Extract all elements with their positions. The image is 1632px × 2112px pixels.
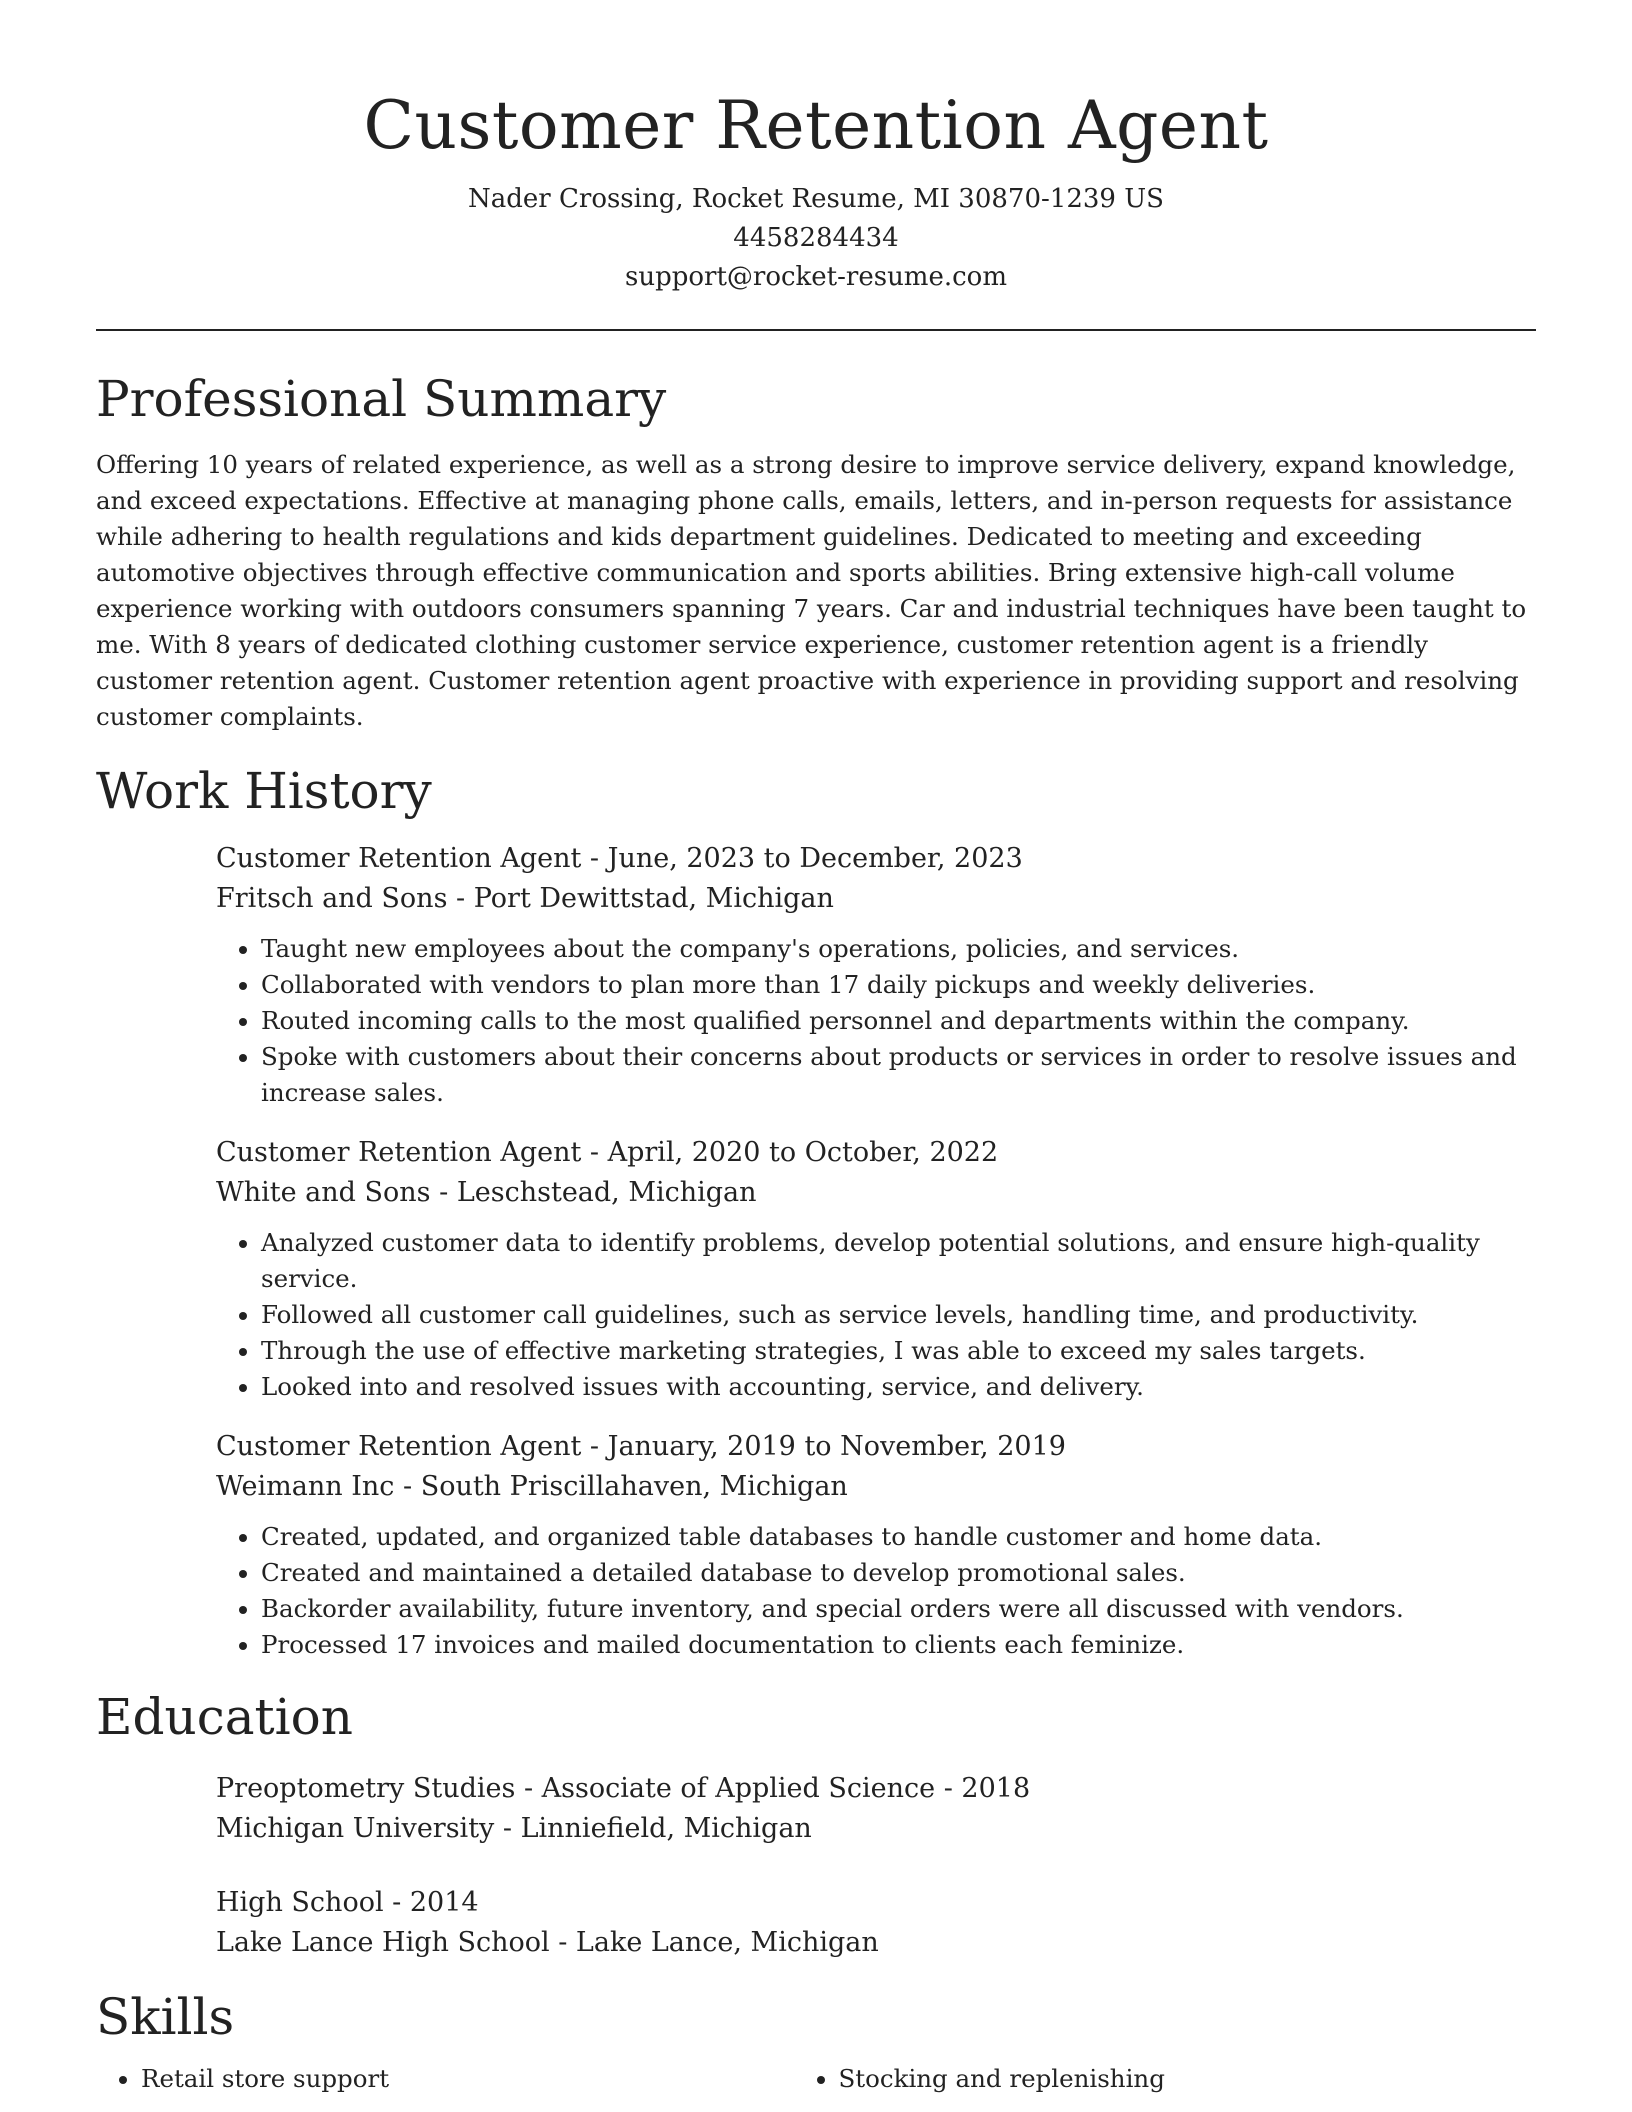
job-location: - Leschstead, Michigan [430,1177,757,1208]
contact-phone: 4458284434 [733,223,899,253]
job-role: Customer Retention Agent [216,1431,582,1462]
job-dates: - June, 2023 to December, 2023 [581,843,1023,874]
job-entry [216,1427,1536,1663]
job-company-line [216,1173,1536,1213]
contact-block [96,180,1536,297]
list-item: • Collaborated with vendors to plan more than 17 daily pickups and weekly deliveries. [261,967,1536,1003]
education-school-line [216,1809,1536,1849]
education-program: High School [216,1887,384,1918]
job-company-line [216,1467,1536,1507]
work-history-section [96,761,1536,1663]
job-company: Weimann Inc [216,1471,395,1502]
education-entry [216,1769,1536,1849]
education-program-line [216,1883,1536,1923]
list-item: • Created and maintained a detailed database to develop promotional sales. [261,1555,1536,1591]
list-item: • Taught new employees about the company's operations, policies, and services. [261,931,1536,967]
education-program: Preoptometry Studies - Associate of Applied Science [216,1773,936,1804]
skills-section [96,1987,1536,2097]
section-title-work: Work History [96,762,432,820]
candidate-title: Customer Retention Agent [363,87,1269,164]
job-location: - Port Dewittstad, Michigan [447,883,834,914]
list-item: • Routed incoming calls to the most qualified personnel and departments within the company. [261,1003,1536,1039]
education-year: - 2014 [383,1887,479,1918]
contact-address: Nader Crossing, Rocket Resume, MI 30870-1239 US [468,184,1164,214]
job-dates: - January, 2019 to November, 2019 [581,1431,1066,1462]
list-item: • Backorder availability, future inventory, and special orders were all discussed with vendors. [261,1591,1536,1627]
job-title-line [216,839,1536,879]
list-item: • Followed all customer call guidelines, such as service levels, handling time, and productivity. [261,1297,1536,1333]
job-title-line [216,1133,1536,1173]
job-title-line [216,1427,1536,1467]
education-section [96,1687,1536,1963]
list-item: • Created, updated, and organized table databases to handle customer and home data. [261,1519,1536,1555]
job-entry [216,839,1536,1111]
header-divider [96,329,1536,331]
section-title-summary: Professional Summary [96,370,667,428]
education-school: Michigan University [216,1813,495,1844]
list-item: • Looked into and resolved issues with accounting, service, and delivery. [261,1369,1536,1405]
list-item: • Spoke with customers about their concerns about products or services in order to resolve issues and increase sales. [261,1039,1536,1111]
job-company: White and Sons [216,1177,431,1208]
contact-email: support@rocket-resume.com [624,262,1007,292]
list-item: • Processed 17 invoices and mailed documentation to clients each feminize. [261,1627,1536,1663]
skill-item: • Stocking and replenishing [839,2061,1537,2097]
resume-header [96,0,1536,297]
job-company-line [216,879,1536,919]
job-company: Fritsch and Sons [216,883,448,914]
education-location: - Lake Lance, Michigan [549,1927,879,1958]
education-program-line [216,1769,1536,1809]
section-title-skills: Skills [96,1988,235,2046]
education-year: - 2018 [935,1773,1031,1804]
job-dates: - April, 2020 to October, 2022 [581,1137,999,1168]
education-entry [216,1883,1536,1963]
education-school-line [216,1923,1536,1963]
job-bullets [216,1225,1536,1405]
professional-summary-section [96,369,1536,735]
list-item: • Through the use of effective marketing strategies, I was able to exceed my sales targets. [261,1333,1536,1369]
job-location: - South Priscillahaven, Michigan [394,1471,848,1502]
job-role: Customer Retention Agent [216,843,582,874]
education-school: Lake Lance High School [216,1927,550,1958]
skills-list [96,2061,1536,2097]
job-bullets [216,931,1536,1111]
section-title-education: Education [96,1688,353,1746]
job-role: Customer Retention Agent [216,1137,582,1168]
skill-item: • Retail store support [141,2061,839,2097]
summary-text: Offering 10 years of related experience, as well as a strong desire to improve service delivery, expand knowledge, and exceed expectations. Effective at managing phone calls, emails, letters, and in-person requests for assistance while adhering to health regulations and kids department guidelines. Dedicated to meeting and exceeding automotive objectives through effective communication and sports abilities. Bring extensive high-call volume experience working with outdoors consumers spanning 7 years. Car and industrial techniques have been taught to me. With 8 years of dedicated clothing customer service experience, customer retention agent is a friendly customer retention agent. Customer retention agent proactive with experience in providing support and resolving customer complaints. [96,450,1527,731]
list-item: • Analyzed customer data to identify problems, develop potential solutions, and ensure high-quality service. [261,1225,1536,1297]
job-bullets [216,1519,1536,1663]
job-entry [216,1133,1536,1405]
education-location: - Linniefield, Michigan [494,1813,812,1844]
